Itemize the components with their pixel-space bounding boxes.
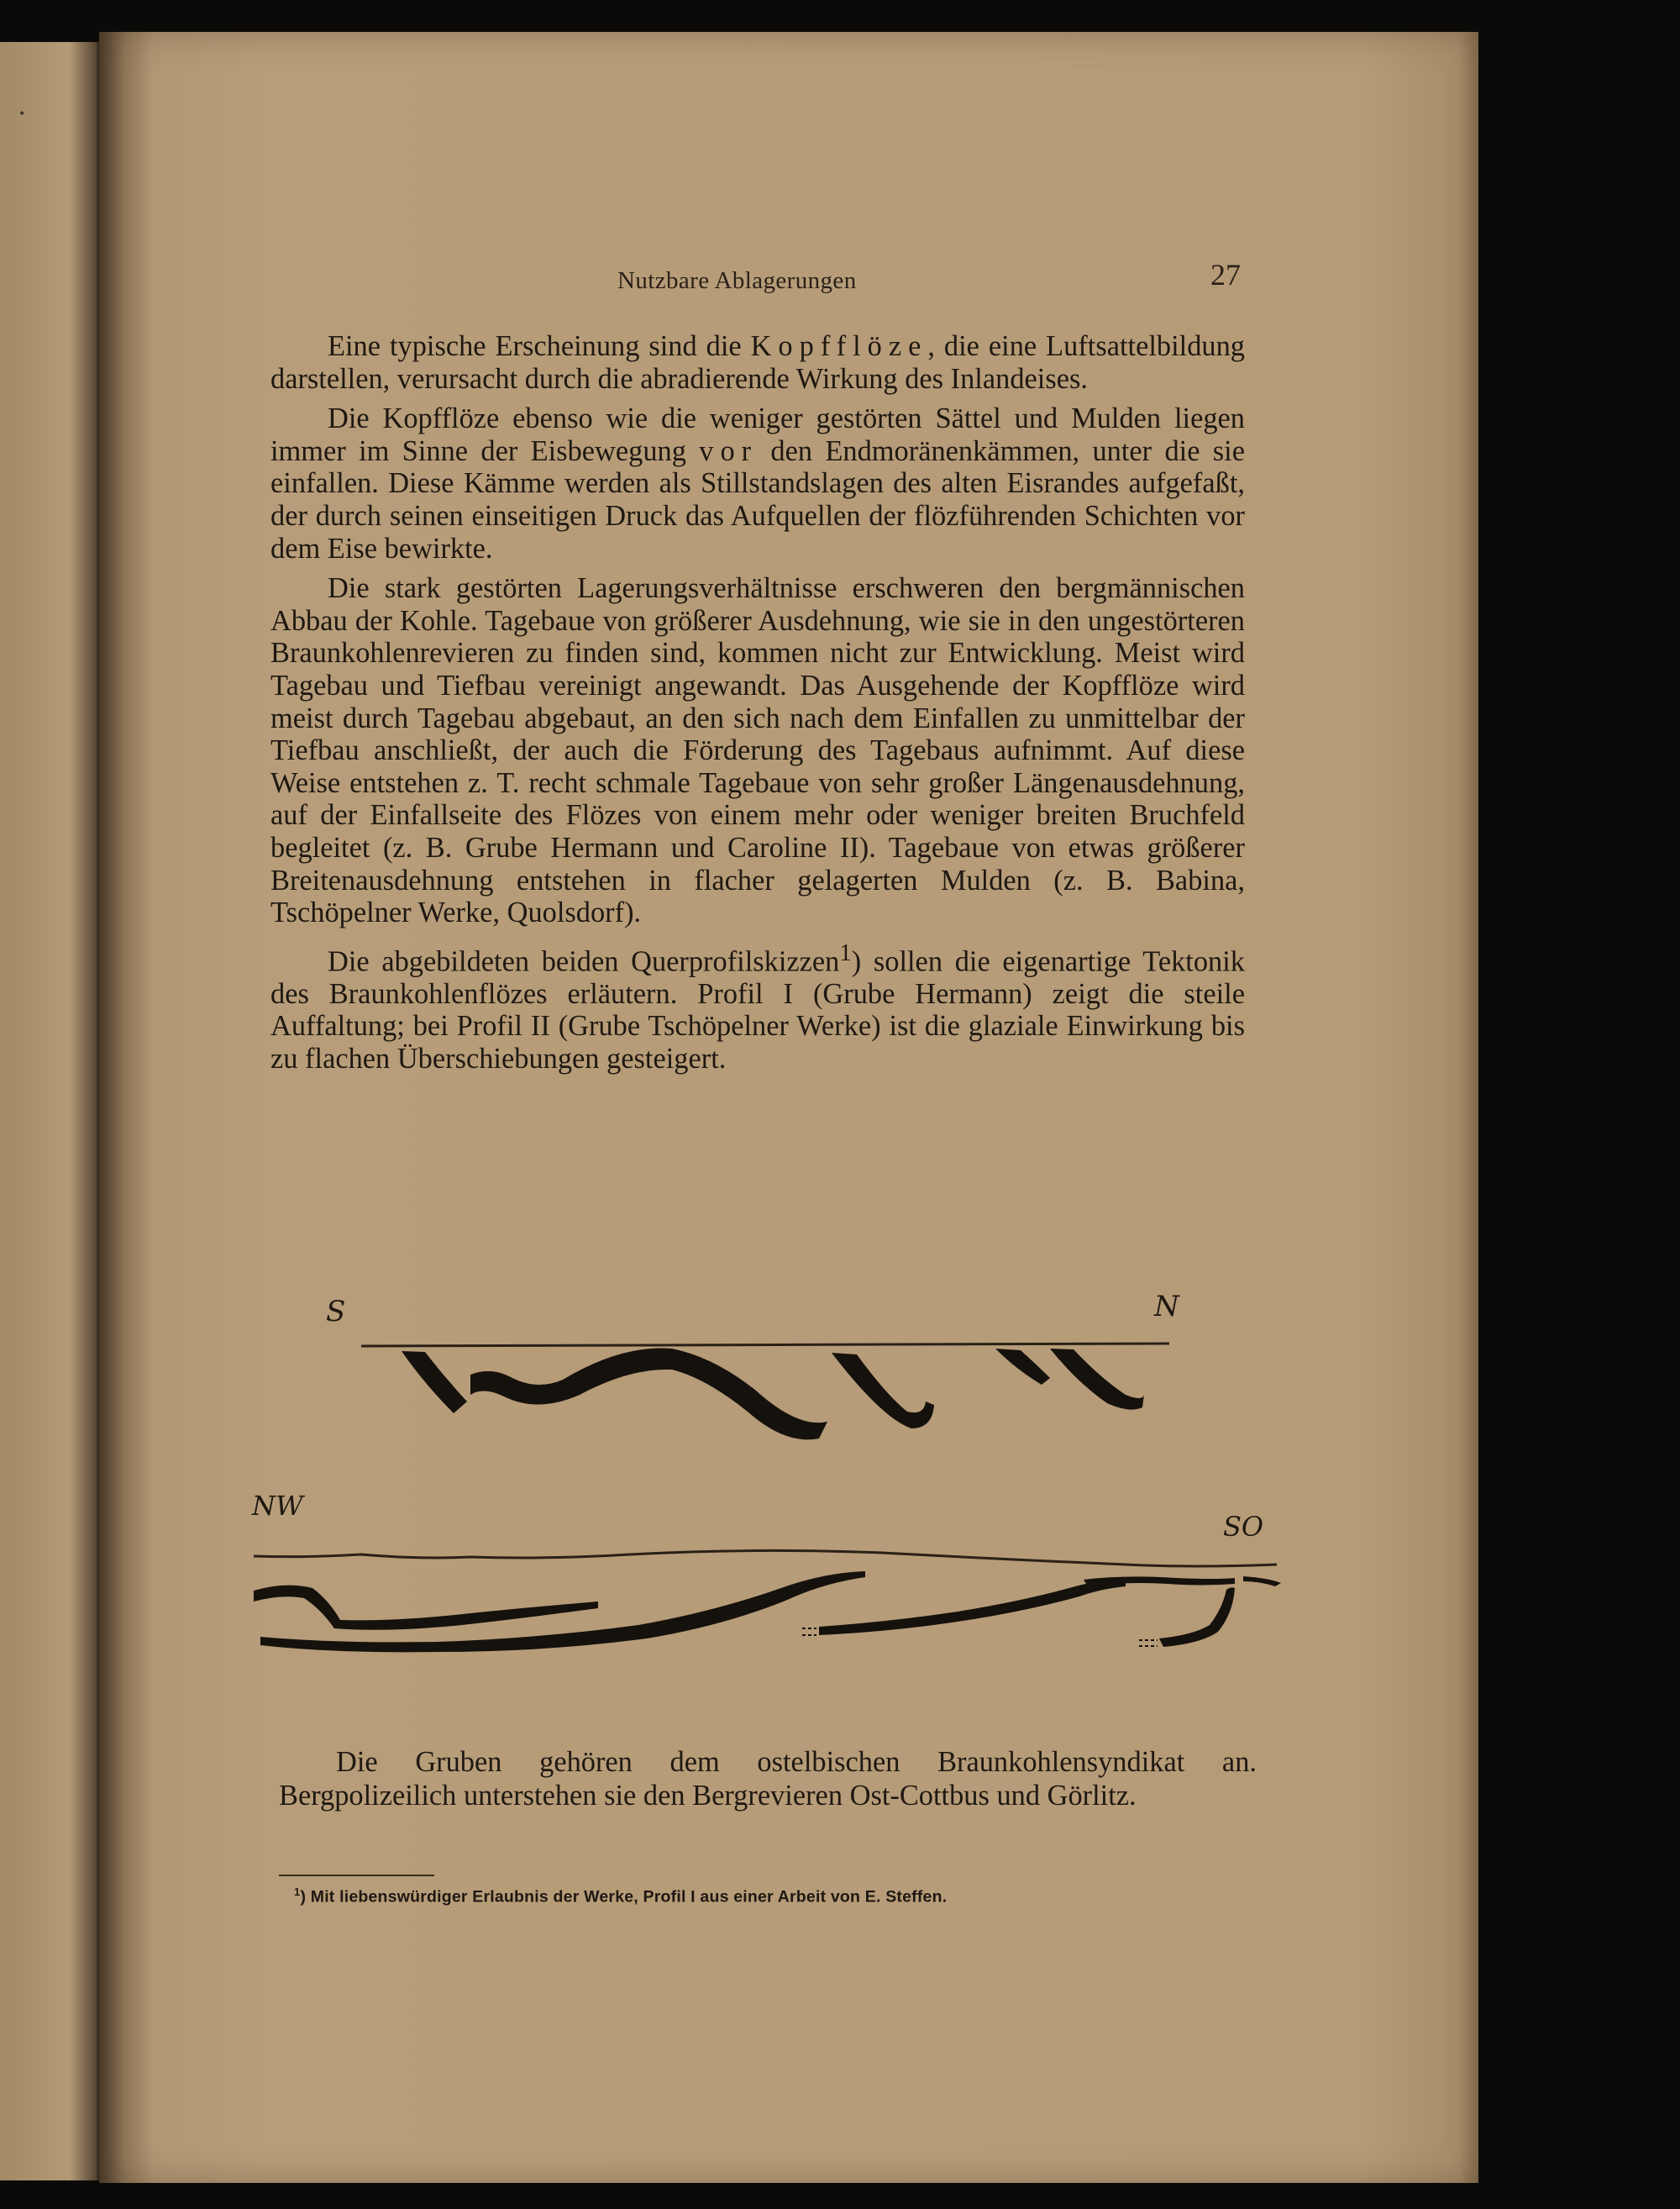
p1-text-a: Eine typische Erscheinung sind die [328,330,751,362]
profile2-left-label: NW [252,1490,303,1522]
footnote-rule [279,1875,434,1876]
p1-text-b: , die eine Luftsattelbildung darstellen, verursacht durch die abradierende Wirkung des Inlandeises. [270,330,1245,395]
facing-page-edge [0,42,99,2180]
closing-text: Die Gruben gehören dem ostelbischen Braunkohlensyndikat an. Bergpolizeilich unterstehen sie den Bergrevieren Ost-Cottbus und Görlitz. [279,1746,1257,1812]
profile2-right-label: SO [1223,1511,1264,1543]
page-speck: • [18,108,26,121]
paragraph-eisbewegung [270,402,1245,565]
p2-spaced-term: vor [699,434,759,467]
paragraph-profile [270,937,1245,1076]
paragraph-kopfflöze [270,330,1245,395]
closing-paragraph [279,1745,1257,1812]
profile1-left-label: S [326,1295,346,1328]
running-title: Nutzbare Ablagerungen [617,267,857,294]
paragraph-abbau: Die stark gestörten Lagerungsverhältnisse erschweren den bergmännischen Abbau der Kohle. Tagebaue von größerer Ausdehnung, wie sie in den ungestörteren Braunkohlenrevieren zu finden sind, kommen nicht zur Entwicklung. Meist wird Tagebau und Tiefbau vereinigt angewandt. Das Ausgehende der Kopfflöze wird meist durch Tagebau abgebaut, an den sich nach dem Einfallen zu unmittelbar der Tiefbau anschließt, der auch die Förderung des Tagebaus aufnimmt. Auf diese Weise entstehen z. T. recht schmale Tagebaue von sehr großer Längenausdehnung, auf der Einfallseite des Flözes von einem mehr oder weniger breiten Bruchfeld begleitet (z. B. Grube Hermann und Caroline II). Tagebaue von etwas größerer Breitenausdehnung entstehen in flacher gelagerten Mulden (z. B. Babina, Tschöpelner Werke, Quolsdorf). [270,572,1245,929]
footnote-ref: 1 [839,939,852,966]
p4-text-a: Die abgebildeten beiden Querprofilskizzen [328,945,840,978]
footnote-marker: 1 [294,1886,301,1898]
p2-text-b: den Endmoränenkämmen, unter die sie einfallen. Diese Kämme werden als Stillstandslagen des alten Eisrandes aufgefaßt, der durch seinen einseitigen Druck das Aufquellen der flözführenden Schichten vor dem Eise bewirkte. [270,434,1245,565]
p4-text-b: ) sollen die eigenartige Tektonik des Braunkohlenflözes erläutern. Profil I (Grube Hermann) zeigt die steile Auffaltung; bei Profil II (Grube Tschöpelner Werke) ist die glaziale Einwirkung bis zu flachen Überschiebungen gesteigert. [270,945,1246,1075]
profile1-right-label: N [1154,1290,1179,1323]
p1-spaced-term: Kopfflöze [750,330,928,362]
page-number: 27 [1210,258,1241,292]
p2-text-a: Die Kopfflöze ebenso wie die weniger gestörten Sättel und Mulden liegen immer im Sinne der Eisbewegung [270,402,1245,467]
footnote [294,1886,947,1907]
main-text [270,330,1245,1076]
footnote-text: ) Mit liebenswürdiger Erlaubnis der Werke, Profil I aus einer Arbeit von E. Steffen. [300,1887,948,1907]
